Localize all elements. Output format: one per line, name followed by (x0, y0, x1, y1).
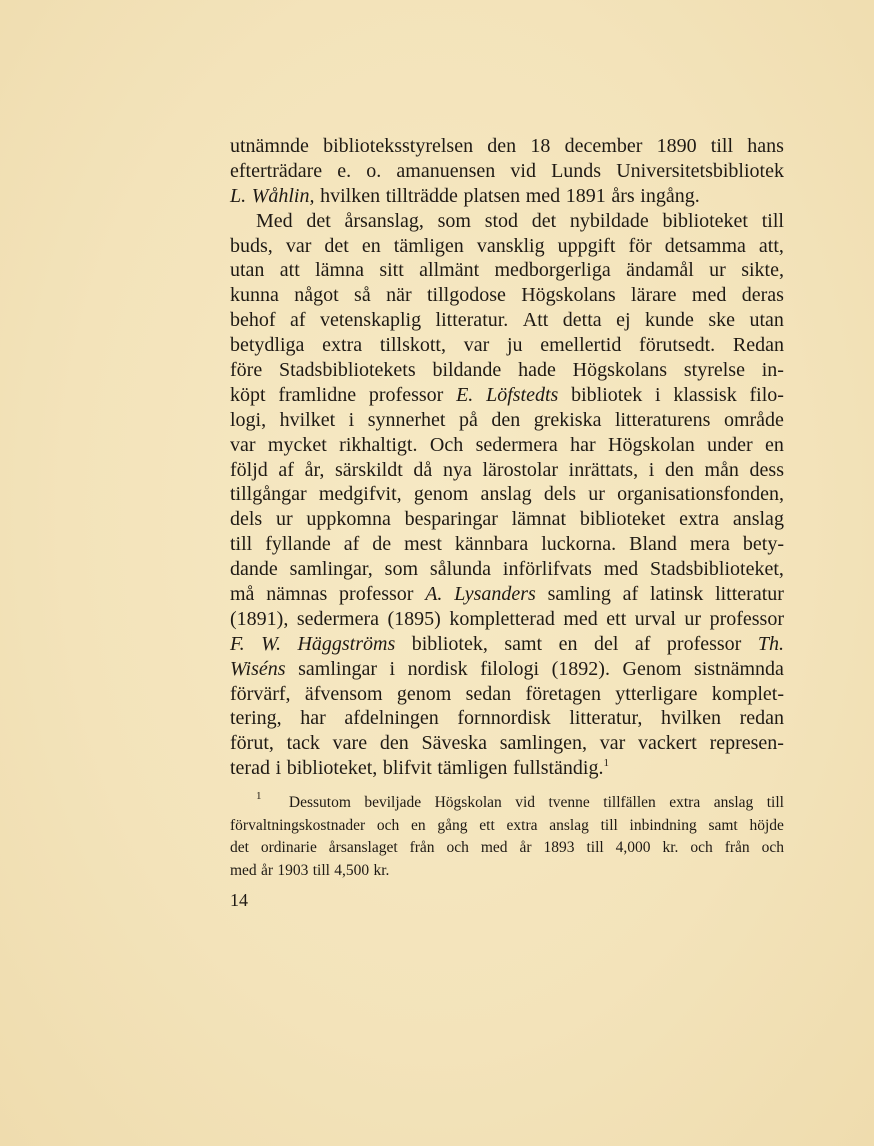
word: år, (304, 458, 325, 481)
word: lämnat (511, 508, 567, 531)
word: ett (479, 816, 495, 834)
word: extra (679, 508, 720, 531)
word: tillskott, (379, 334, 446, 357)
word: afdelningen (344, 707, 439, 730)
word: uppgift (557, 234, 616, 257)
word: till (230, 533, 253, 556)
word: kunna (230, 284, 279, 307)
word: ordinarie (260, 839, 317, 856)
word: förvärf, (230, 682, 291, 705)
word: kr. (662, 839, 679, 856)
word: del (593, 632, 619, 655)
word: var (285, 234, 312, 257)
word: biblioteket (662, 209, 748, 232)
word: ytterligare (615, 682, 698, 705)
word: L. (230, 184, 247, 207)
word: klassisk (673, 383, 737, 406)
word: utan (749, 309, 784, 332)
word: något (294, 284, 339, 307)
word: höjde (749, 816, 784, 834)
word: genom (413, 483, 469, 506)
word: samling (547, 583, 611, 606)
word: dels (543, 483, 577, 506)
word: platsen (463, 184, 521, 207)
word: som (384, 558, 418, 581)
word: år (261, 861, 274, 879)
word: mån (704, 458, 739, 481)
word: som (437, 209, 471, 232)
word: E. (456, 383, 474, 406)
word: logi, (230, 408, 267, 431)
word: i (655, 383, 661, 406)
word: nordisk (407, 657, 468, 680)
word: den (491, 408, 521, 431)
word: har (300, 707, 326, 730)
word: förutsedt. (639, 334, 716, 357)
word: beviljade (364, 794, 422, 811)
word: år (519, 839, 532, 856)
word: särskildt (335, 458, 403, 481)
word: och (690, 839, 713, 856)
word: behof (230, 309, 276, 332)
word: amanuensen (396, 159, 496, 182)
word: biblioteksstyrelsen (323, 135, 474, 157)
word: kompletterad (449, 607, 555, 630)
word: i (648, 458, 655, 481)
word: tillgångar (230, 483, 307, 506)
word: vackert (637, 732, 697, 755)
word: Genom (622, 657, 682, 680)
word: sitt (379, 259, 404, 282)
word: ske (708, 309, 736, 332)
word: organisationsfonden, (617, 483, 784, 506)
word: företagen (525, 682, 601, 705)
word: från (409, 839, 435, 856)
text-line (230, 358, 784, 383)
word: medborgerliga (494, 259, 611, 282)
word: W. (261, 632, 281, 655)
word: 1890 (656, 135, 697, 157)
word: Wåhlin, (251, 184, 315, 207)
word: i (389, 657, 396, 680)
word: fornnordisk (457, 707, 551, 730)
word: det (531, 209, 557, 232)
word: före (230, 359, 263, 382)
word: represen- (709, 732, 784, 755)
word: mest (404, 533, 442, 556)
text-line (230, 731, 784, 756)
word: dels (230, 508, 263, 531)
word: litteratur, (569, 707, 643, 730)
word: årsanslaget (328, 839, 398, 856)
word: Th. (757, 632, 784, 655)
text-line (230, 632, 784, 657)
word: synnerhet (367, 408, 446, 431)
word: i (275, 757, 282, 780)
word: af (343, 533, 360, 556)
word: under (707, 433, 753, 456)
word: Högskolan (608, 433, 695, 456)
word: ingång. (640, 184, 700, 207)
word: detsamma (664, 234, 746, 257)
word: mera (689, 533, 730, 556)
word: professor (368, 383, 444, 406)
word: o. (366, 159, 382, 182)
word: biblioteket (579, 508, 666, 531)
word: 4,000 (615, 839, 651, 856)
word: vetenskaplig (320, 309, 422, 332)
word: var (599, 732, 626, 755)
text-line (230, 557, 784, 582)
text-line (230, 408, 784, 433)
text-line (230, 532, 784, 557)
word: att (279, 259, 300, 282)
word: tämligen (393, 234, 464, 257)
word: gång (437, 816, 468, 834)
word: förvaltningskostnader (230, 816, 366, 834)
text-line (230, 383, 784, 408)
word: tämligen (437, 757, 508, 780)
word: litteratur (715, 583, 784, 606)
word: Att (522, 309, 549, 332)
footnote-line (230, 815, 784, 838)
footnote-line (230, 860, 784, 883)
word: Högskolans (521, 284, 616, 307)
word: dande (230, 558, 278, 581)
word: tack (286, 732, 320, 755)
text-line (230, 657, 784, 682)
word: filologi (480, 657, 540, 680)
word: Bland (629, 533, 677, 556)
word: ett (606, 607, 627, 630)
word: allmänt (419, 259, 480, 282)
word: samt (708, 816, 738, 834)
word: att, (758, 234, 784, 257)
word: de (372, 533, 392, 556)
word: betydliga (230, 334, 305, 357)
word: område (723, 408, 784, 431)
word: sålunda (429, 558, 491, 581)
text-line (230, 308, 784, 333)
word: blifvit (382, 757, 432, 780)
footnote-reference: 1 (603, 757, 609, 770)
word: mycket (267, 433, 327, 456)
word: extra (322, 334, 363, 357)
word: extra (669, 794, 701, 811)
word: bety- (742, 533, 784, 556)
word: Universitetsbibliotek (616, 159, 784, 182)
word: deras (741, 284, 784, 307)
word: A. (425, 583, 443, 606)
word: hvilken (660, 707, 721, 730)
word: bildande (432, 359, 502, 382)
word: Wiséns (230, 657, 286, 680)
word: hvilket (279, 408, 336, 431)
footnote-line (230, 792, 784, 815)
word: ur (588, 483, 605, 506)
word: Högskolans (572, 359, 668, 382)
body-text (230, 134, 784, 781)
word: Lysanders (454, 583, 536, 606)
word: den (379, 732, 409, 755)
word: F. (230, 632, 245, 655)
word: anslag (732, 508, 784, 531)
word: Dessutom (288, 794, 351, 811)
word: det (324, 234, 349, 257)
word: hans (747, 135, 784, 157)
word: inrättats, (568, 458, 639, 481)
word: fyllande (265, 533, 331, 556)
word: 1893 (543, 839, 575, 856)
word: utnämnde (230, 135, 309, 157)
word: tillgodose (426, 284, 506, 307)
word: redan (739, 707, 784, 730)
word: efterträdare (230, 159, 323, 182)
text-line (230, 582, 784, 607)
word: samt (504, 632, 543, 655)
word: 4,500 (334, 861, 370, 879)
word: en (411, 816, 426, 834)
text-line (230, 482, 784, 507)
text-line (230, 258, 784, 283)
word: af (622, 583, 639, 606)
word: till (766, 794, 784, 811)
word: samlingar (298, 657, 377, 680)
word: urval (634, 607, 676, 630)
word: och (376, 816, 400, 834)
word: terad (230, 757, 270, 780)
word: bibliotek, (411, 632, 488, 655)
word: till (710, 135, 734, 157)
word: detta (562, 309, 602, 332)
word: ej (616, 309, 631, 332)
word: må (230, 583, 255, 606)
word: utan (230, 259, 265, 282)
word: var (230, 433, 256, 456)
text-line (230, 184, 784, 209)
word: när (386, 284, 412, 307)
word: samlingar, (289, 558, 373, 581)
word: sikte, (741, 259, 784, 282)
word: följd (230, 458, 268, 481)
word: tering, (230, 707, 282, 730)
word: hade (518, 359, 556, 382)
word: kännbara (454, 533, 529, 556)
word: Högskolan (434, 794, 502, 811)
word: styrelse (683, 359, 745, 382)
word: lärare (631, 284, 677, 307)
word: Stadsbibliotekets (278, 359, 416, 382)
footnote-line (230, 837, 784, 860)
word: 1903 (277, 861, 309, 879)
word: sedermera (475, 433, 558, 456)
text-line (230, 234, 784, 259)
word: nämnas (266, 583, 328, 606)
word: på (458, 408, 478, 431)
page-number: 14 (230, 890, 248, 910)
word: tillfällen (603, 794, 656, 811)
word: till (312, 861, 330, 879)
word: i (348, 408, 355, 431)
text-line (230, 433, 784, 458)
word: Redan (732, 334, 784, 357)
word: framlidne (278, 383, 357, 406)
word: besparingar (404, 508, 498, 531)
word: inbindning (629, 816, 697, 834)
text-line (230, 209, 784, 234)
word: vare (332, 732, 368, 755)
word: tillträdde (385, 184, 458, 207)
word: har (570, 433, 596, 456)
word: nya (442, 458, 472, 481)
text-line (230, 706, 784, 731)
word: medgifvit, (318, 483, 402, 506)
text-line (230, 458, 784, 483)
word: det (230, 839, 249, 856)
word: (1892). (551, 657, 610, 680)
word: med (230, 861, 257, 879)
word: och (446, 839, 469, 856)
word: extra (506, 816, 538, 834)
word: då (413, 458, 433, 481)
word: e. (337, 159, 352, 182)
word: var (463, 334, 490, 357)
word: ur (275, 508, 293, 531)
word: in- (761, 359, 784, 382)
word: lärostolar (482, 458, 559, 481)
word: ändamål (626, 259, 694, 282)
word: ur (684, 607, 702, 630)
word: emellertid (540, 334, 622, 357)
word: en (765, 433, 784, 456)
word: kunde (645, 309, 694, 332)
word: komplet- (711, 682, 784, 705)
word: Stadsbiblioteket, (650, 558, 784, 581)
text-line (230, 507, 784, 532)
word: med (480, 839, 508, 856)
word: ur (709, 259, 726, 282)
word: den (664, 458, 694, 481)
word: till (586, 839, 604, 856)
word: vid (510, 159, 536, 182)
word: med (691, 284, 727, 307)
word: dess (749, 458, 784, 481)
word: hvilken (320, 184, 381, 207)
word: af (634, 632, 651, 655)
word: uppkomna (306, 508, 391, 531)
word: litteratur. (435, 309, 509, 332)
word: anslag (713, 794, 754, 811)
word: grekiska (533, 408, 602, 431)
word: professor (666, 632, 742, 655)
word: luckorna. (541, 533, 617, 556)
word: tvenne (548, 794, 590, 811)
word: anslag (549, 816, 589, 834)
word: professor (339, 583, 414, 606)
word: en (361, 234, 381, 257)
word: lämna (315, 259, 364, 282)
word: af (278, 458, 294, 481)
word: professor (709, 607, 784, 630)
word: fullständig.$^1$ (512, 757, 609, 780)
word: Med (256, 209, 293, 232)
word: genom (396, 682, 452, 705)
word: vansklig (476, 234, 545, 257)
word: buds, (230, 234, 273, 257)
word: för (628, 234, 652, 257)
word: rikhaltigt. (339, 433, 418, 456)
word: årsanslag, (344, 209, 424, 232)
word: en (558, 632, 578, 655)
word: vid (515, 794, 536, 811)
word: års (611, 184, 635, 207)
word: köpt (230, 383, 266, 406)
word: med (525, 184, 561, 207)
footnote-marker: 1 (256, 790, 262, 802)
word: Säveska (421, 732, 487, 755)
word: bibliotek (571, 383, 643, 406)
text-line (230, 283, 784, 308)
word: (1891), (230, 607, 289, 630)
text-line (230, 682, 784, 707)
word: med (563, 607, 598, 630)
text-line (230, 756, 784, 781)
word: anslag (480, 483, 532, 506)
word: samlingen, (499, 732, 587, 755)
word: kr. (373, 861, 390, 879)
footnote (230, 792, 784, 882)
word: med (603, 558, 639, 581)
word: införlifvats (502, 558, 592, 581)
word: det (306, 209, 331, 232)
word: december (564, 135, 643, 157)
word: latinsk (649, 583, 704, 606)
word: sedermera (296, 607, 379, 630)
word: och (761, 839, 784, 856)
word: från (724, 839, 750, 856)
text-line (230, 134, 784, 159)
word: nybildade (569, 209, 649, 232)
word: 18 (530, 135, 551, 157)
word: sedan (465, 682, 512, 705)
word: ju (506, 334, 523, 357)
word: sistnämnda (693, 657, 784, 680)
word: äfvensom (304, 682, 383, 705)
word: till (761, 209, 784, 232)
word: 1891 (565, 184, 606, 207)
word: biblioteket, (286, 757, 378, 780)
word: den (487, 135, 517, 157)
text-line (230, 159, 784, 184)
word: till (600, 816, 618, 834)
word: Häggströms (297, 632, 396, 655)
word: filo- (749, 383, 784, 406)
word: af (290, 309, 306, 332)
word: (1895) (387, 607, 441, 630)
word: Löfstedts (486, 383, 559, 406)
word: Lunds (551, 159, 602, 182)
word: förut, (230, 732, 274, 755)
text-line (230, 333, 784, 358)
word: litteraturens (614, 408, 711, 431)
word: stod (484, 209, 519, 232)
word: Och (429, 433, 464, 456)
text-line (230, 607, 784, 632)
word: så (354, 284, 371, 307)
